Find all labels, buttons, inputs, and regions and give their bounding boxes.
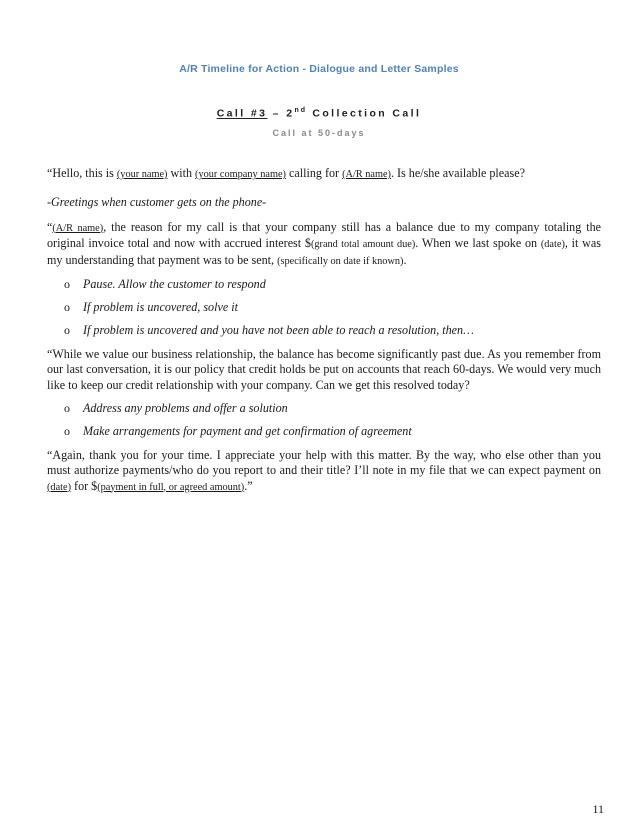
placeholder-date: (date) (540, 239, 565, 250)
list-item (47, 277, 601, 293)
placeholder-company-name: (your company name) (195, 169, 286, 180)
greeting-note: -Greetings when customer gets on the phone- (47, 194, 267, 209)
call-title-rest: Collection Call (307, 107, 422, 120)
placeholder-ar-name: (A/R name) (52, 222, 104, 234)
list-item-text: Address any problems and offer a solution (83, 401, 288, 415)
bullet-icon: o (64, 277, 70, 291)
text-run: . When we last spoke on (415, 236, 541, 250)
placeholder-payment: (payment in full, or agreed amount) (97, 481, 245, 493)
placeholder-specific-date: (specifically on date if known) (277, 255, 404, 267)
text-run: . (403, 252, 407, 267)
call-title-dash: – 2 (267, 107, 295, 120)
placeholder-ar-name: (A/R name) (342, 169, 391, 180)
text-run: . Is he/she available please? (390, 166, 525, 180)
document-header: A/R Timeline for Action - Dialogue and Letter Samples (179, 63, 459, 75)
text-run: “Hello, this is (47, 166, 117, 180)
closing-paragraph (47, 448, 601, 496)
list-item-text: If problem is uncovered and you have not been able to reach a resolution, then… (83, 323, 474, 337)
bullet-icon: o (64, 424, 70, 438)
list-item (47, 300, 601, 316)
list-item-text: If problem is uncovered, solve it (83, 300, 238, 314)
call-number: Call #3 (216, 107, 268, 120)
text-run: for $ (71, 478, 98, 493)
text-run: with (167, 166, 196, 180)
placeholder-grand-total: (grand total amount due) (310, 239, 416, 250)
balance-paragraph (47, 220, 601, 270)
list-item-text: Make arrangements for payment and get confirmation of agreement (83, 424, 412, 438)
policy-paragraph: “While we value our business relationship, the balance has become significantly past due. As you remember from our last conversation, it is our policy that credit holds be put on accounts that reach 60-days. We would very much like to keep our credit relationship with your company. Can we get this resolved today? (47, 346, 601, 392)
call-title (0, 107, 638, 120)
text-run: , it was my understanding that payment was to be sent, (47, 236, 601, 267)
bullet-icon: o (64, 401, 70, 415)
opening-line (47, 166, 601, 183)
text-run: , the reason for my call is that your company still has a balance due to my company totaling the original invoice total and now with accrued interest $ (47, 219, 601, 250)
call-title-ordinal: nd (294, 107, 308, 114)
bullet-icon: o (64, 300, 70, 314)
list-item (47, 424, 601, 440)
list-item (47, 323, 601, 339)
placeholder-your-name: (your name) (116, 169, 168, 180)
response-steps-list (47, 277, 601, 339)
placeholder-date: (date) (47, 481, 72, 493)
resolution-steps-list (47, 401, 601, 440)
page-number: 11 (592, 802, 604, 816)
list-item (47, 401, 601, 417)
text-run: calling for (285, 166, 343, 180)
dialogue-body (47, 166, 601, 495)
bullet-icon: o (64, 323, 70, 337)
text-run: .” (244, 478, 253, 493)
text-run: “ (47, 219, 53, 234)
text-run: “Again, thank you for your time. I appreciate your help with this matter. By the way, who else other than you must authorize payments/who do you report to and their title? I’ll note in my file that we can expect payment on (47, 447, 601, 477)
call-subtitle: Call at 50-days (272, 128, 366, 138)
list-item-text: Pause. Allow the customer to respond (83, 277, 266, 291)
